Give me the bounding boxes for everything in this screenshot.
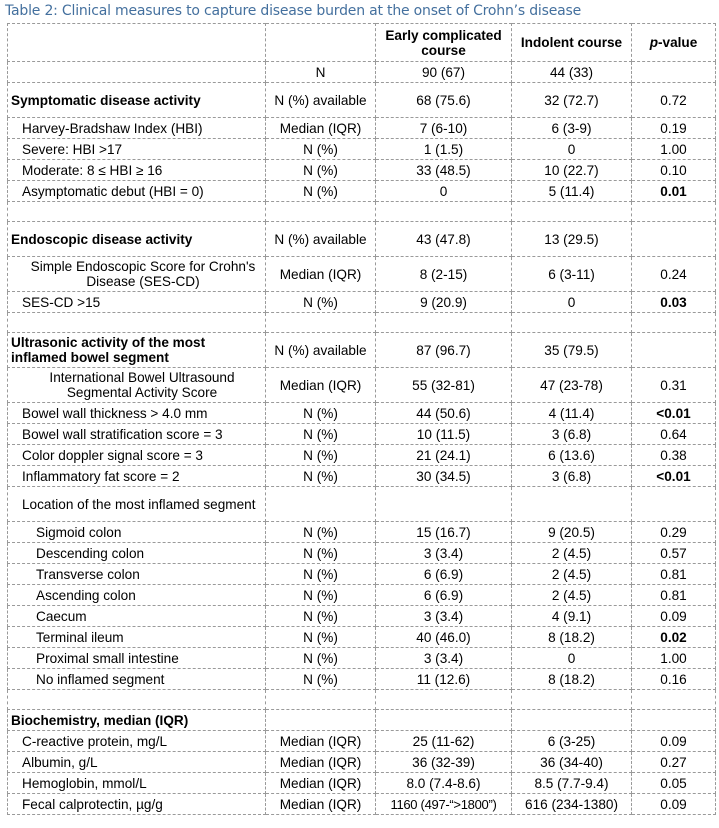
table-cell: Median (IQR) [266,368,376,403]
table-cell: N (%) [266,424,376,445]
table-cell: 3 (3.4) [376,606,512,627]
table-cell: 0.81 [632,585,716,606]
table-cell: 0.57 [632,543,716,564]
table-cell: Caecum [8,606,266,627]
table-cell: N (%) [266,606,376,627]
table-cell: 9 (20.5) [512,522,632,543]
table-cell: Harvey-Bradshaw Index (HBI) [8,118,266,139]
table-cell: 6 (3-9) [512,118,632,139]
table-cell: 87 (96.7) [376,333,512,368]
table-cell: 2 (4.5) [512,543,632,564]
table-cell: Median (IQR) [266,118,376,139]
table-cell [8,690,266,710]
table-cell: Ascending colon [8,585,266,606]
table-row [8,487,716,522]
table-cell: Albumin, g/L [8,752,266,773]
table-cell: N [266,62,376,83]
table-row [8,669,716,690]
table-cell: 3 (6.8) [512,424,632,445]
table-cell: Median (IQR) [266,773,376,794]
table-cell: N (%) [266,466,376,487]
table-cell: N (%) available [266,333,376,368]
table-cell: 6 (13.6) [512,445,632,466]
table-cell: N (%) [266,522,376,543]
table-cell [266,690,376,710]
table-cell: C-reactive protein, mg/L [8,731,266,752]
table-row [8,773,716,794]
table-cell: N (%) [266,627,376,648]
table-cell: 68 (75.6) [376,83,512,118]
table-cell: 616 (234-1380) [512,794,632,815]
table-cell: Asymptomatic debut (HBI = 0) [8,181,266,202]
table-cell: International Bowel Ultrasound Segmental Activity Score [8,368,266,403]
table-cell: 21 (24.1) [376,445,512,466]
table-cell: 4 (9.1) [512,606,632,627]
table-cell: N (%) [266,160,376,181]
table-cell [8,313,266,333]
table-cell: 36 (34-40) [512,752,632,773]
table-cell: N (%) [266,403,376,424]
table-row [8,368,716,403]
table-cell: Proximal small intestine [8,648,266,669]
table-cell: 0.05 [632,773,716,794]
table-cell: Severe: HBI >17 [8,139,266,160]
header-early-course: Early complicated course [376,24,512,62]
table-cell: Median (IQR) [266,731,376,752]
table-cell: 6 (3-25) [512,731,632,752]
table-cell [266,710,376,731]
table-cell: 8.5 (7.7-9.4) [512,773,632,794]
table-cell: 8 (18.2) [512,627,632,648]
table-row [8,202,716,222]
table-cell: 3 (3.4) [376,543,512,564]
table-cell: 0.03 [632,292,716,313]
header-p-value [632,24,716,62]
table-cell: 0.29 [632,522,716,543]
table-row [8,424,716,445]
table-cell: Transverse colon [8,564,266,585]
table-cell: 10 (22.7) [512,160,632,181]
table-cell: 0.09 [632,606,716,627]
table-cell: 0 [512,139,632,160]
table-cell [376,202,512,222]
table-cell: 0.09 [632,731,716,752]
section-heading: Symptomatic disease activity [8,83,266,118]
table-cell: 1 (1.5) [376,139,512,160]
table-cell: 44 (50.6) [376,403,512,424]
table-cell [632,202,716,222]
table-cell: 0.27 [632,752,716,773]
table-cell: No inflamed segment [8,669,266,690]
table-cell: 32 (72.7) [512,83,632,118]
table-cell [632,62,716,83]
table-row [8,794,716,815]
header-label-cell [8,24,266,62]
table-cell [266,313,376,333]
table-cell [8,62,266,83]
table-cell: 11 (12.6) [376,669,512,690]
table-cell: Descending colon [8,543,266,564]
table-cell [8,202,266,222]
table-cell [376,710,512,731]
table-cell: 15 (16.7) [376,522,512,543]
table-row [8,690,716,710]
table-cell [632,690,716,710]
table-cell: N (%) [266,181,376,202]
table-cell: 0.24 [632,257,716,292]
table-row [8,731,716,752]
clinical-measures-table [7,23,716,815]
table-cell: N (%) available [266,83,376,118]
table-cell: 0.38 [632,445,716,466]
table-cell: Bowel wall thickness > 4.0 mm [8,403,266,424]
table-cell: 5 (11.4) [512,181,632,202]
table-cell: 1.00 [632,139,716,160]
table-cell: 55 (32-81) [376,368,512,403]
table-row [8,292,716,313]
table-cell [512,710,632,731]
table-row [8,522,716,543]
table-row [8,403,716,424]
table-cell [632,333,716,368]
table-cell: 30 (34.5) [376,466,512,487]
table-cell: 90 (67) [376,62,512,83]
table-cell: 4 (11.4) [512,403,632,424]
table-cell: N (%) [266,564,376,585]
table-cell: 3 (3.4) [376,648,512,669]
table-cell: 1160 (497-“>1800”) [376,794,512,815]
table-cell: Hemoglobin, mmol/L [8,773,266,794]
table-cell [512,487,632,522]
table-cell: 0.16 [632,669,716,690]
table-cell: 3 (6.8) [512,466,632,487]
table-cell: <0.01 [632,403,716,424]
table-row [8,118,716,139]
table-cell [376,313,512,333]
table-cell: <0.01 [632,466,716,487]
table-cell: N (%) [266,292,376,313]
table-cell [512,202,632,222]
table-cell: N (%) [266,585,376,606]
table-cell: 47 (23-78) [512,368,632,403]
table-cell: N (%) [266,543,376,564]
table-cell: 0.72 [632,83,716,118]
table-cell: 6 (3-11) [512,257,632,292]
table-cell: Fecal calprotectin, µg/g [8,794,266,815]
table-cell: Moderate: 8 ≤ HBI ≥ 16 [8,160,266,181]
table-row [8,543,716,564]
header-unit-cell [266,24,376,62]
table-row [8,222,716,257]
table-cell: N (%) [266,648,376,669]
table-cell: 2 (4.5) [512,564,632,585]
table-caption: Table 2: Clinical measures to capture disease burden at the onset of Crohn’s disease [5,3,581,19]
table-row [8,752,716,773]
table-cell [632,313,716,333]
table-cell: Median (IQR) [266,257,376,292]
table-cell: 0.31 [632,368,716,403]
table-cell: 0.02 [632,627,716,648]
table-cell [632,222,716,257]
table-cell [266,487,376,522]
table-cell: 0.10 [632,160,716,181]
table-cell: Simple Endoscopic Score for Crohn's Disease (SES-CD) [8,257,266,292]
table-cell: Inflammatory fat score = 2 [8,466,266,487]
table-cell: 40 (46.0) [376,627,512,648]
table-cell: Color doppler signal score = 3 [8,445,266,466]
table-cell: 0.09 [632,794,716,815]
table-row [8,710,716,731]
table-cell: 36 (32-39) [376,752,512,773]
table-cell: N (%) [266,139,376,160]
table-row [8,466,716,487]
table-cell: N (%) [266,445,376,466]
table-cell: 2 (4.5) [512,585,632,606]
table-cell [632,710,716,731]
table-cell: SES-CD >15 [8,292,266,313]
header-indolent-course: Indolent course [512,24,632,62]
table-cell: N (%) available [266,222,376,257]
table-cell: 0.19 [632,118,716,139]
table-cell: 43 (47.8) [376,222,512,257]
table-cell: 7 (6-10) [376,118,512,139]
table-row [8,313,716,333]
table-row [8,606,716,627]
table-cell: 33 (48.5) [376,160,512,181]
table-header-row [8,24,716,62]
table-cell: 44 (33) [512,62,632,83]
header-p-italic: p [649,35,658,50]
table-cell: 25 (11-62) [376,731,512,752]
table-cell: 0 [512,292,632,313]
header-p-rest: -value [658,35,698,50]
table-row [8,445,716,466]
table-cell: 9 (20.9) [376,292,512,313]
table-cell: 35 (79.5) [512,333,632,368]
table-cell: N (%) [266,669,376,690]
table-row [8,139,716,160]
section-heading: Ultrasonic activity of the most inflamed bowel segment [8,333,266,368]
table-cell: 6 (6.9) [376,564,512,585]
table-cell: 0 [512,648,632,669]
table-cell: 10 (11.5) [376,424,512,445]
table-cell: 8.0 (7.4-8.6) [376,773,512,794]
table-cell: 6 (6.9) [376,585,512,606]
table-cell: Sigmoid colon [8,522,266,543]
table-cell: 0 [376,181,512,202]
section-heading: Endoscopic disease activity [8,222,266,257]
table-row [8,564,716,585]
table-cell [512,690,632,710]
table-cell: Terminal ileum [8,627,266,648]
table-row [8,83,716,118]
table-cell [376,487,512,522]
table-cell: Location of the most inflamed segment [8,487,266,522]
table-row [8,627,716,648]
table-cell: 8 (18.2) [512,669,632,690]
table-cell: 1.00 [632,648,716,669]
table-row [8,648,716,669]
table-row [8,181,716,202]
table-cell: 13 (29.5) [512,222,632,257]
table-row [8,62,716,83]
table-cell: 8 (2-15) [376,257,512,292]
table-cell: Bowel wall stratification score = 3 [8,424,266,445]
table-row [8,257,716,292]
table-cell [376,690,512,710]
table-cell: Median (IQR) [266,794,376,815]
table-row [8,585,716,606]
table-cell: 0.64 [632,424,716,445]
table-cell [632,487,716,522]
table-cell: 0.81 [632,564,716,585]
table-row [8,333,716,368]
table-cell: Median (IQR) [266,752,376,773]
table-cell [266,202,376,222]
section-heading: Biochemistry, median (IQR) [8,710,266,731]
table-row [8,160,716,181]
table-cell: 0.01 [632,181,716,202]
table-cell [512,313,632,333]
